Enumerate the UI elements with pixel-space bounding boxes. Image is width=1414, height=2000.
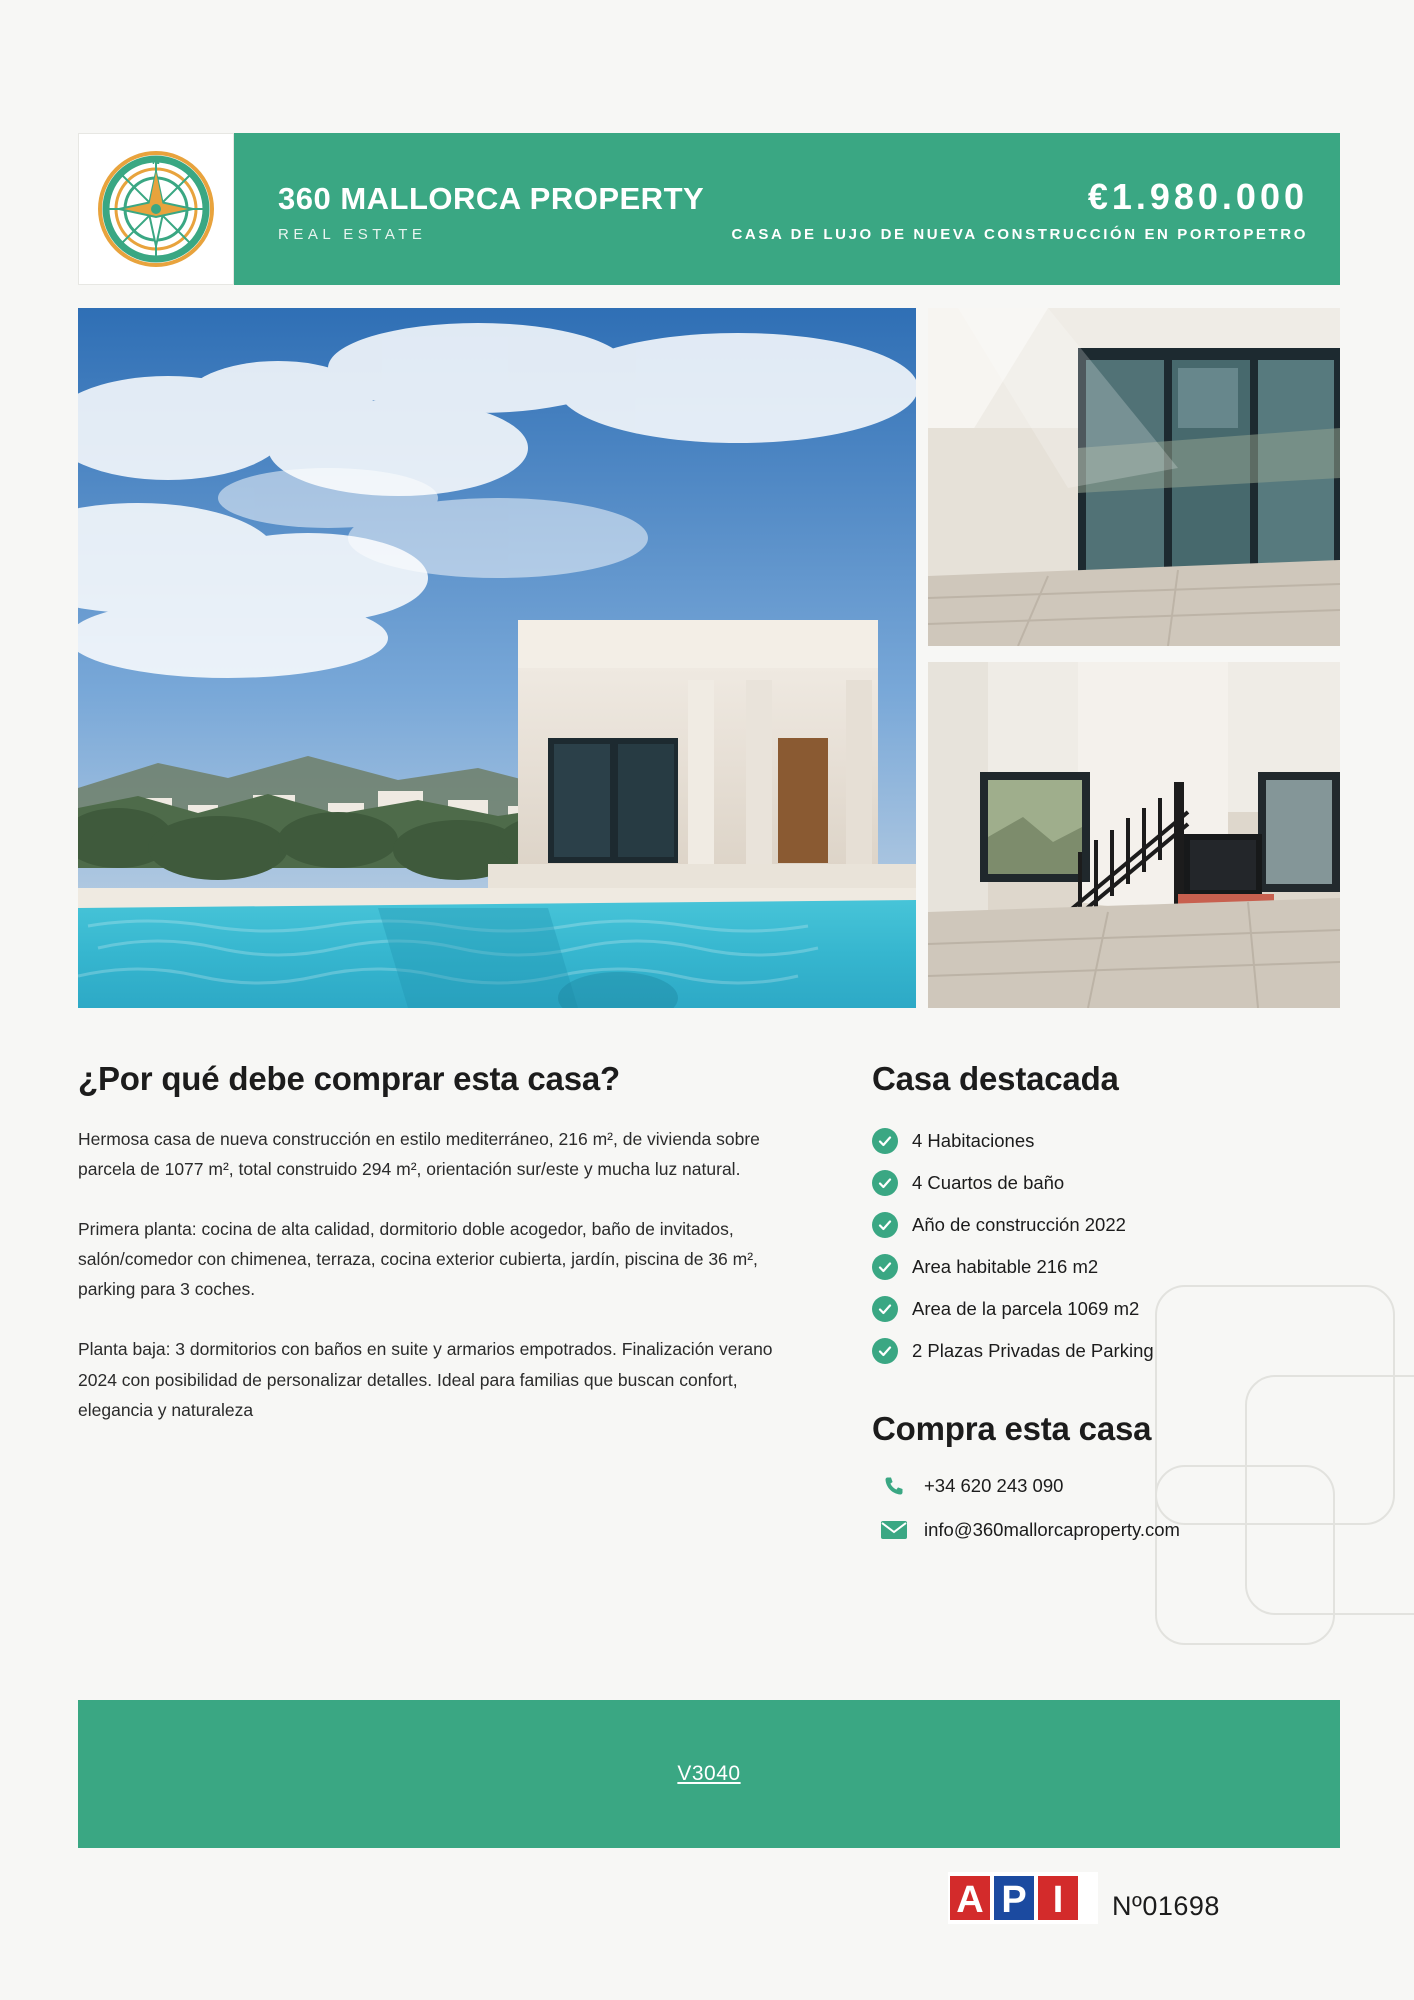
- logo-box: [78, 133, 234, 285]
- feature-label: 4 Habitaciones: [912, 1130, 1035, 1151]
- paragraph-intro: Hermosa casa de nueva construcción en estilo mediterráneo, 216 m², de vivienda sobre parcela de 1077 m², total construido 294 m², orientación sur/este y mucha luz natural.: [78, 1129, 760, 1180]
- feature-item: [872, 1170, 1342, 1196]
- section-title-contact: Compra esta casa: [872, 1410, 1152, 1447]
- check-icon: [872, 1170, 898, 1196]
- left-content-column: [78, 1060, 798, 1425]
- phone-number: +34 620 243 090: [924, 1475, 1064, 1496]
- brand-subtitle: REAL ESTATE: [278, 225, 427, 243]
- paragraph-ground-floor: Planta baja: 3 dormitorios con baños en suite y armarios empotrados. Finalización verano 2024 con posibilidad de personalizar detalles. Ideal para familias que buscan confort, elegancia y naturaleza: [78, 1339, 773, 1420]
- svg-text:I: I: [1052, 1879, 1064, 1921]
- feature-label: Año de construcción 2022: [912, 1214, 1126, 1235]
- photo-interior-living: [928, 308, 1340, 646]
- reference-link[interactable]: V3040: [677, 1762, 741, 1785]
- reference-bar: [78, 1700, 1340, 1848]
- photo-interior-stairs: [928, 662, 1340, 1008]
- subtitle-row: [278, 226, 1340, 243]
- feature-item: [872, 1296, 1342, 1322]
- photo-main: [78, 308, 916, 1008]
- property-headline: CASA DE LUJO DE NUEVA CONSTRUCCIÓN EN PORTOPETRO: [731, 225, 1308, 243]
- feature-label: 2 Plazas Privadas de Parking: [912, 1340, 1154, 1361]
- paragraph-first-floor: Primera planta: cocina de alta calidad, dormitorio doble acogedor, baño de invitados, salón/comedor con chimenea, terraza, cocina exterior cubierta, jardín, piscina de 36 m², parking para 3 coches.: [78, 1219, 758, 1300]
- contact-email-row[interactable]: [872, 1518, 1342, 1542]
- right-content-column: [872, 1060, 1342, 1562]
- contact-phone-row[interactable]: [872, 1474, 1342, 1498]
- check-icon: [872, 1254, 898, 1280]
- feature-label: Area de la parcela 1069 m2: [912, 1298, 1140, 1319]
- feature-item: [872, 1128, 1342, 1154]
- compass-icon: [97, 150, 215, 268]
- feature-item: [872, 1212, 1342, 1238]
- svg-text:A: A: [956, 1879, 984, 1921]
- section-title-features: Casa destacada: [872, 1060, 1119, 1097]
- brand-name: 360 MALLORCA PROPERTY: [278, 180, 705, 216]
- check-icon: [872, 1296, 898, 1322]
- feature-item: [872, 1338, 1342, 1364]
- brand-row: [278, 176, 1340, 218]
- check-icon: [872, 1128, 898, 1154]
- api-number: Nº01698: [1112, 1891, 1220, 1921]
- envelope-icon: [880, 1518, 908, 1542]
- feature-item: [872, 1254, 1342, 1280]
- svg-text:N: N: [152, 155, 160, 167]
- price-label: €1.980.000: [1087, 175, 1308, 217]
- header-text-block: [278, 133, 1340, 285]
- phone-icon: [880, 1474, 908, 1498]
- api-logo-icon: [948, 1872, 1098, 1924]
- contact-list: [872, 1474, 1342, 1542]
- check-icon: [872, 1338, 898, 1364]
- feature-label: Area habitable 216 m2: [912, 1256, 1099, 1277]
- check-icon: [872, 1212, 898, 1238]
- api-badge: [948, 1872, 1220, 1924]
- svg-text:P: P: [1001, 1879, 1027, 1921]
- email-address: info@360mallorcaproperty.com: [924, 1519, 1180, 1540]
- header-bar: [78, 133, 1340, 285]
- feature-list: [872, 1128, 1342, 1364]
- section-title-why-buy: ¿Por qué debe comprar esta casa?: [78, 1060, 620, 1097]
- feature-label: 4 Cuartos de baño: [912, 1172, 1065, 1193]
